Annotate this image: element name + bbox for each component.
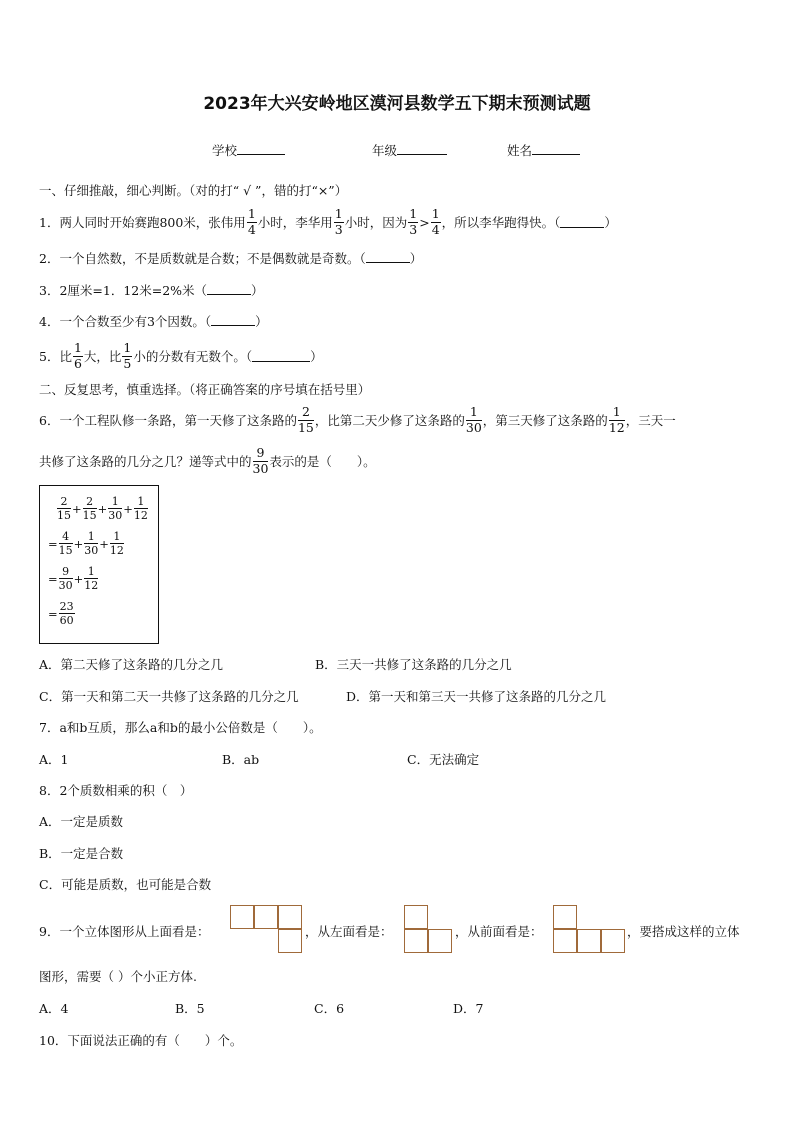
q9-option-d[interactable]: D．7 xyxy=(453,1001,484,1016)
q9-option-b[interactable]: B．5 xyxy=(175,1001,205,1016)
answer-blank[interactable] xyxy=(560,216,604,228)
answer-blank[interactable] xyxy=(207,283,251,295)
question-9: 9．一个立体图形从上面看是： xyxy=(39,924,210,939)
name-label: 姓名 xyxy=(507,143,533,158)
fraction: $\frac{2}{15}$ xyxy=(297,404,314,435)
q6-option-c[interactable]: C．第一天和第二天一共修了这条路的几分之几 xyxy=(39,689,299,704)
question-8: 8．2个质数相乘的积（ ） xyxy=(39,783,193,798)
calc-row-3: = $\frac{9}{30}$ + $\frac{1}{12}$ xyxy=(48,565,99,592)
answer-blank[interactable] xyxy=(366,251,410,263)
q9-option-a[interactable]: A．4 xyxy=(39,1001,69,1016)
fraction: $\frac{1}{12}$ xyxy=(608,404,625,435)
answer-blank[interactable] xyxy=(211,314,255,326)
fraction: $\frac{1}{30}$ xyxy=(465,404,482,435)
fraction: $\frac{1}{5}$ xyxy=(123,340,132,371)
q9-option-c[interactable]: C．6 xyxy=(314,1001,345,1016)
fraction: $\frac{1}{4}$ xyxy=(247,206,256,237)
page-title: 2023年大兴安岭地区漠河县数学五下期末预测试题 xyxy=(203,94,591,114)
calc-row-4: = $\frac{23}{60}$ xyxy=(48,600,74,627)
section-2-heading: 二、反复思考，慎重选择。（将正确答案的序号填在括号里） xyxy=(39,382,371,397)
q7-option-b[interactable]: B．ab xyxy=(222,752,260,767)
question-7: 7．a和b互质，那么a和b的最小公倍数是（ ）。 xyxy=(39,720,322,735)
q7-option-a[interactable]: A．1 xyxy=(39,752,69,767)
q8-option-a[interactable]: A．一定是质数 xyxy=(39,814,124,829)
question-1: 1．两人同时开始赛跑800米，张伟用 $\frac{1}{4}$ 小时，李华用 $\frac{1}{3}$ 小时，因为 $\frac{1}{3}$ > $\frac{1}{4}$ ，所以李华跑得快。（ ） xyxy=(39,206,617,237)
question-2: 2．一个自然数，不是质数就是合数；不是偶数就是奇数。（ ） xyxy=(39,251,423,266)
fraction: $\frac{1}{3}$ xyxy=(334,206,343,237)
section-1-heading: 一、仔细推敲，细心判断。（对的打“ √ ”，错的打“×”） xyxy=(39,183,348,198)
top-view-grid xyxy=(230,905,302,953)
calculation-box xyxy=(39,485,159,644)
q8-option-c[interactable]: C．可能是质数，也可能是合数 xyxy=(39,877,212,892)
front-view-grid xyxy=(553,905,625,953)
question-6: 6．一个工程队修一条路，第一天修了这条路的 $\frac{2}{15}$ ，比第二天少修了这条路的 $\frac{1}{30}$ ，第三天修了这条路的 $\frac{1}{12}$ ，三天一 xyxy=(39,404,676,435)
q8-option-b[interactable]: B．一定是合数 xyxy=(39,846,124,861)
question-6-line-2: 共修了这条路的几分之几？递等式中的 $\frac{9}{30}$ 表示的是（ ）。 xyxy=(39,445,376,476)
fraction: $\frac{1}{4}$ xyxy=(431,206,440,237)
q7-option-c[interactable]: C．无法确定 xyxy=(407,752,480,767)
q6-option-a[interactable]: A．第二天修了这条路的几分之几 xyxy=(39,657,224,672)
grade-label: 年级 xyxy=(372,143,398,158)
grade-field[interactable] xyxy=(372,141,447,159)
question-10: 10．下面说法正确的有（ ）个。 xyxy=(39,1033,243,1048)
question-4: 4．一个合数至少有3个因数。（ ） xyxy=(39,314,268,329)
fraction: $\frac{1}{3}$ xyxy=(409,206,418,237)
q6-option-b[interactable]: B．三天一共修了这条路的几分之几 xyxy=(315,657,512,672)
fraction: $\frac{9}{30}$ xyxy=(252,445,269,476)
left-view-grid xyxy=(404,905,452,953)
calc-row-2: = $\frac{4}{15}$ + $\frac{1}{30}$ + $\frac{1}{12}$ xyxy=(48,530,124,557)
calc-row-1: $\frac{2}{15}$ + $\frac{2}{15}$ + $\frac{1}{30}$ + $\frac{1}{12}$ xyxy=(57,495,148,522)
q6-option-d[interactable]: D．第一天和第三天一共修了这条路的几分之几 xyxy=(346,689,607,704)
school-field[interactable] xyxy=(212,141,285,159)
fraction: $\frac{1}{6}$ xyxy=(73,340,82,371)
question-3: 3．2厘米=1．12米=2%米（ ） xyxy=(39,283,264,298)
question-5: 5．比 $\frac{1}{6}$ 大，比 $\frac{1}{5}$ 小的分数有无数个。（ ） xyxy=(39,340,323,371)
question-9-line-2: 图形，需要（ ）个小正方体. xyxy=(39,969,197,984)
school-label: 学校 xyxy=(212,143,238,158)
answer-blank[interactable] xyxy=(252,350,310,362)
name-field[interactable] xyxy=(507,141,580,159)
